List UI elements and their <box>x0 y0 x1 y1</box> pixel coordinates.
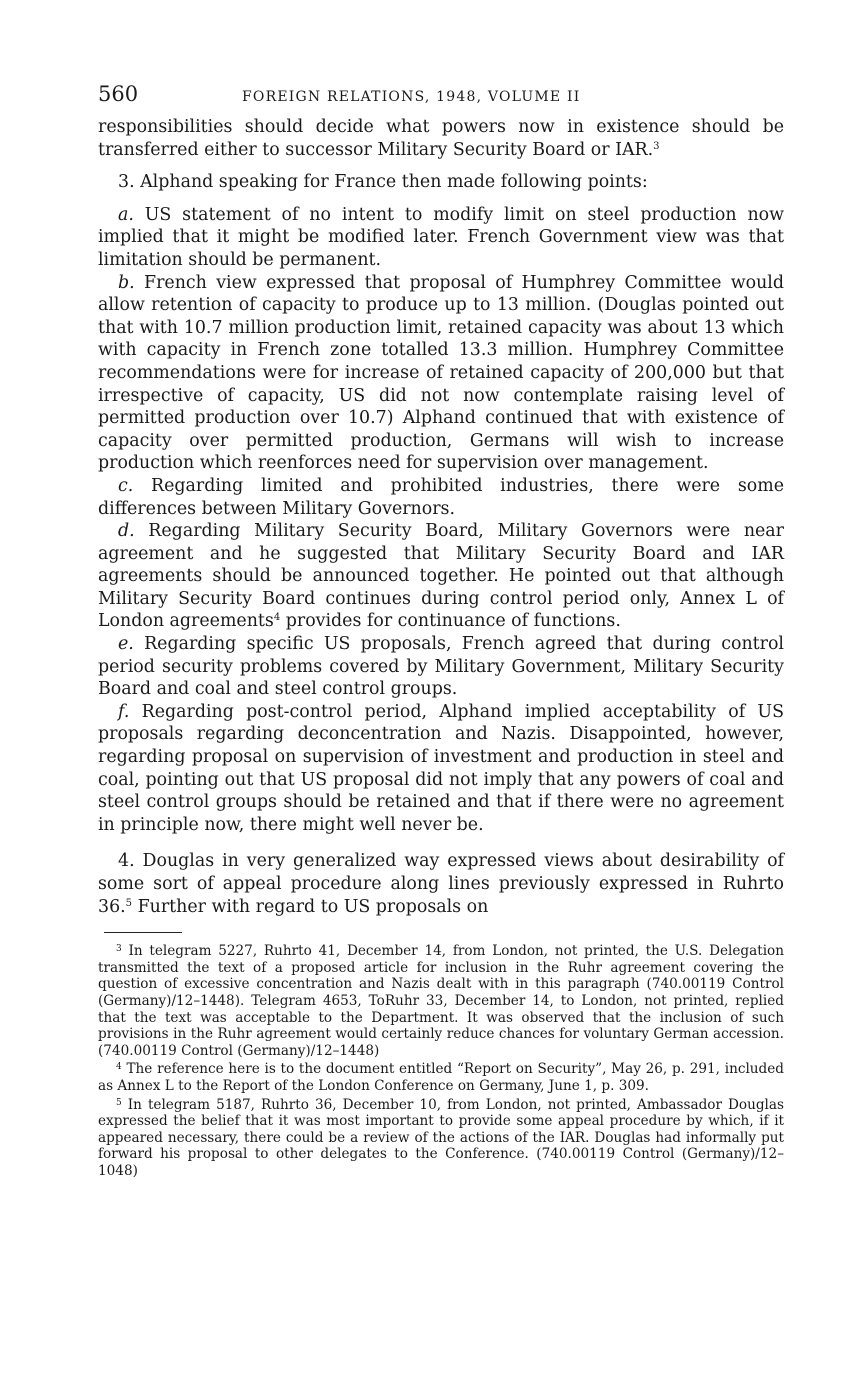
footnote-ref-3: 3 <box>653 140 660 152</box>
footnote-ref-4: 4 <box>273 612 281 624</box>
footnote-3: $^3$ In telegram 5227, Ruhrto 41, December 14, from London, not printed, the U.S. Delegation transmitted the text of a proposed article for inclusion in the Ruhr agreement covering the question of excessive concentration and Nazis dealt with in this paragraph (740.00119 Control (Germany)/12–1448). Telegram 4653, ToRuhr 33, December 14, to London, not printed, replied that the text was acceptable to the Department. It was observed that the inclusion of such provisions in the Ruhr agreement would certainly reduce chances for voluntary German accession. (740.00119 Control (Germany)/12–1448) <box>98 943 784 1059</box>
footnote-divider <box>104 932 182 933</box>
running-head: FOREIGN RELATIONS, 1948, VOLUME II <box>242 89 581 105</box>
subparagraph-f: f. Regarding post-control period, Alphand implied acceptability of US proposals regarding deconcentration and Nazis. Disappointed, however, regarding proposal on supervision of investment and production in steel and coal, pointing out that US proposal did not imply that any powers of coal and steel control groups should be retained and that if there were no agreement in principle now, there might well never be. <box>98 701 784 835</box>
page-number: 560 <box>98 82 139 106</box>
subparagraph-d: d. Regarding Military Security Board, Military Governors were near agreement and he suggested that Military Security Board and IAR agreements should be announced together. He pointed out that although Military Security Board continues during control period only, Annex L of London agreements$^4$ provides for continuance of functions. <box>98 521 784 632</box>
paragraph-3: 3. Alphand speaking for France then made following points: <box>118 172 648 193</box>
subparagraph-c: c. Regarding limited and prohibited industries, there were some differences between Military Governors. <box>98 475 784 519</box>
subparagraph-e: e. Regarding specific US proposals, French agreed that during control period security problems covered by Military Government, Military Security Board and coal and steel control groups. <box>98 634 784 700</box>
footnotes <box>98 943 784 1179</box>
subparagraph-b: b. French view expressed that proposal of Humphrey Committee would allow retention of capacity to produce up to 13 million. (Douglas pointed out that with 10.7 million production limit, retained capacity was about 13 which with capacity in French zone totalled 13.3 million. Humphrey Committee recommendations were for increase of retained capacity of 200,000 but that irrespective of capacity, US did not now contemplate raising level of permitted production over 10.7) Alphand continued that with existence of capacity over permitted production, Germans will wish to increase production which reenforces need for supervision over management. <box>98 272 784 474</box>
subparagraph-a: a. US statement of no intent to modify limit on steel production now implied that it might be modified later. French Government view was that limitation should be permanent. <box>98 204 784 270</box>
page-header <box>98 82 784 116</box>
footnote-5: $^5$ In telegram 5187, Ruhrto 36, December 10, from London, not printed, Ambassador Douglas expressed the belief that it was most important to provide some appeal procedure by which, if it appeared necessary, there could be a review of the actions of the IAR. Douglas had informally put forward his proposal to other delegates to the Conference. (740.00119 Control (Germany)/12–1048) <box>98 1096 784 1179</box>
document-page <box>98 82 784 1182</box>
continuation-paragraph: responsibilities should decide what powers now in existence should be transferred either to successor Military Security Board or IAR.$^3$ <box>98 117 784 160</box>
footnote-ref-5: 5 <box>125 897 133 909</box>
footnote-4: $^4$ The reference here is to the document entitled “Report on Security”, May 26, p. 291, included as Annex L to the Report of the London Conference on Germany, June 1, p. 309. <box>98 1061 784 1094</box>
body-text <box>98 116 784 918</box>
paragraph-4: 4. Douglas in very generalized way expressed views about desirability of some sort of appeal procedure along lines previously expressed in Ruhrto 36.$^5$ Further with regard to US proposals on <box>98 851 784 917</box>
